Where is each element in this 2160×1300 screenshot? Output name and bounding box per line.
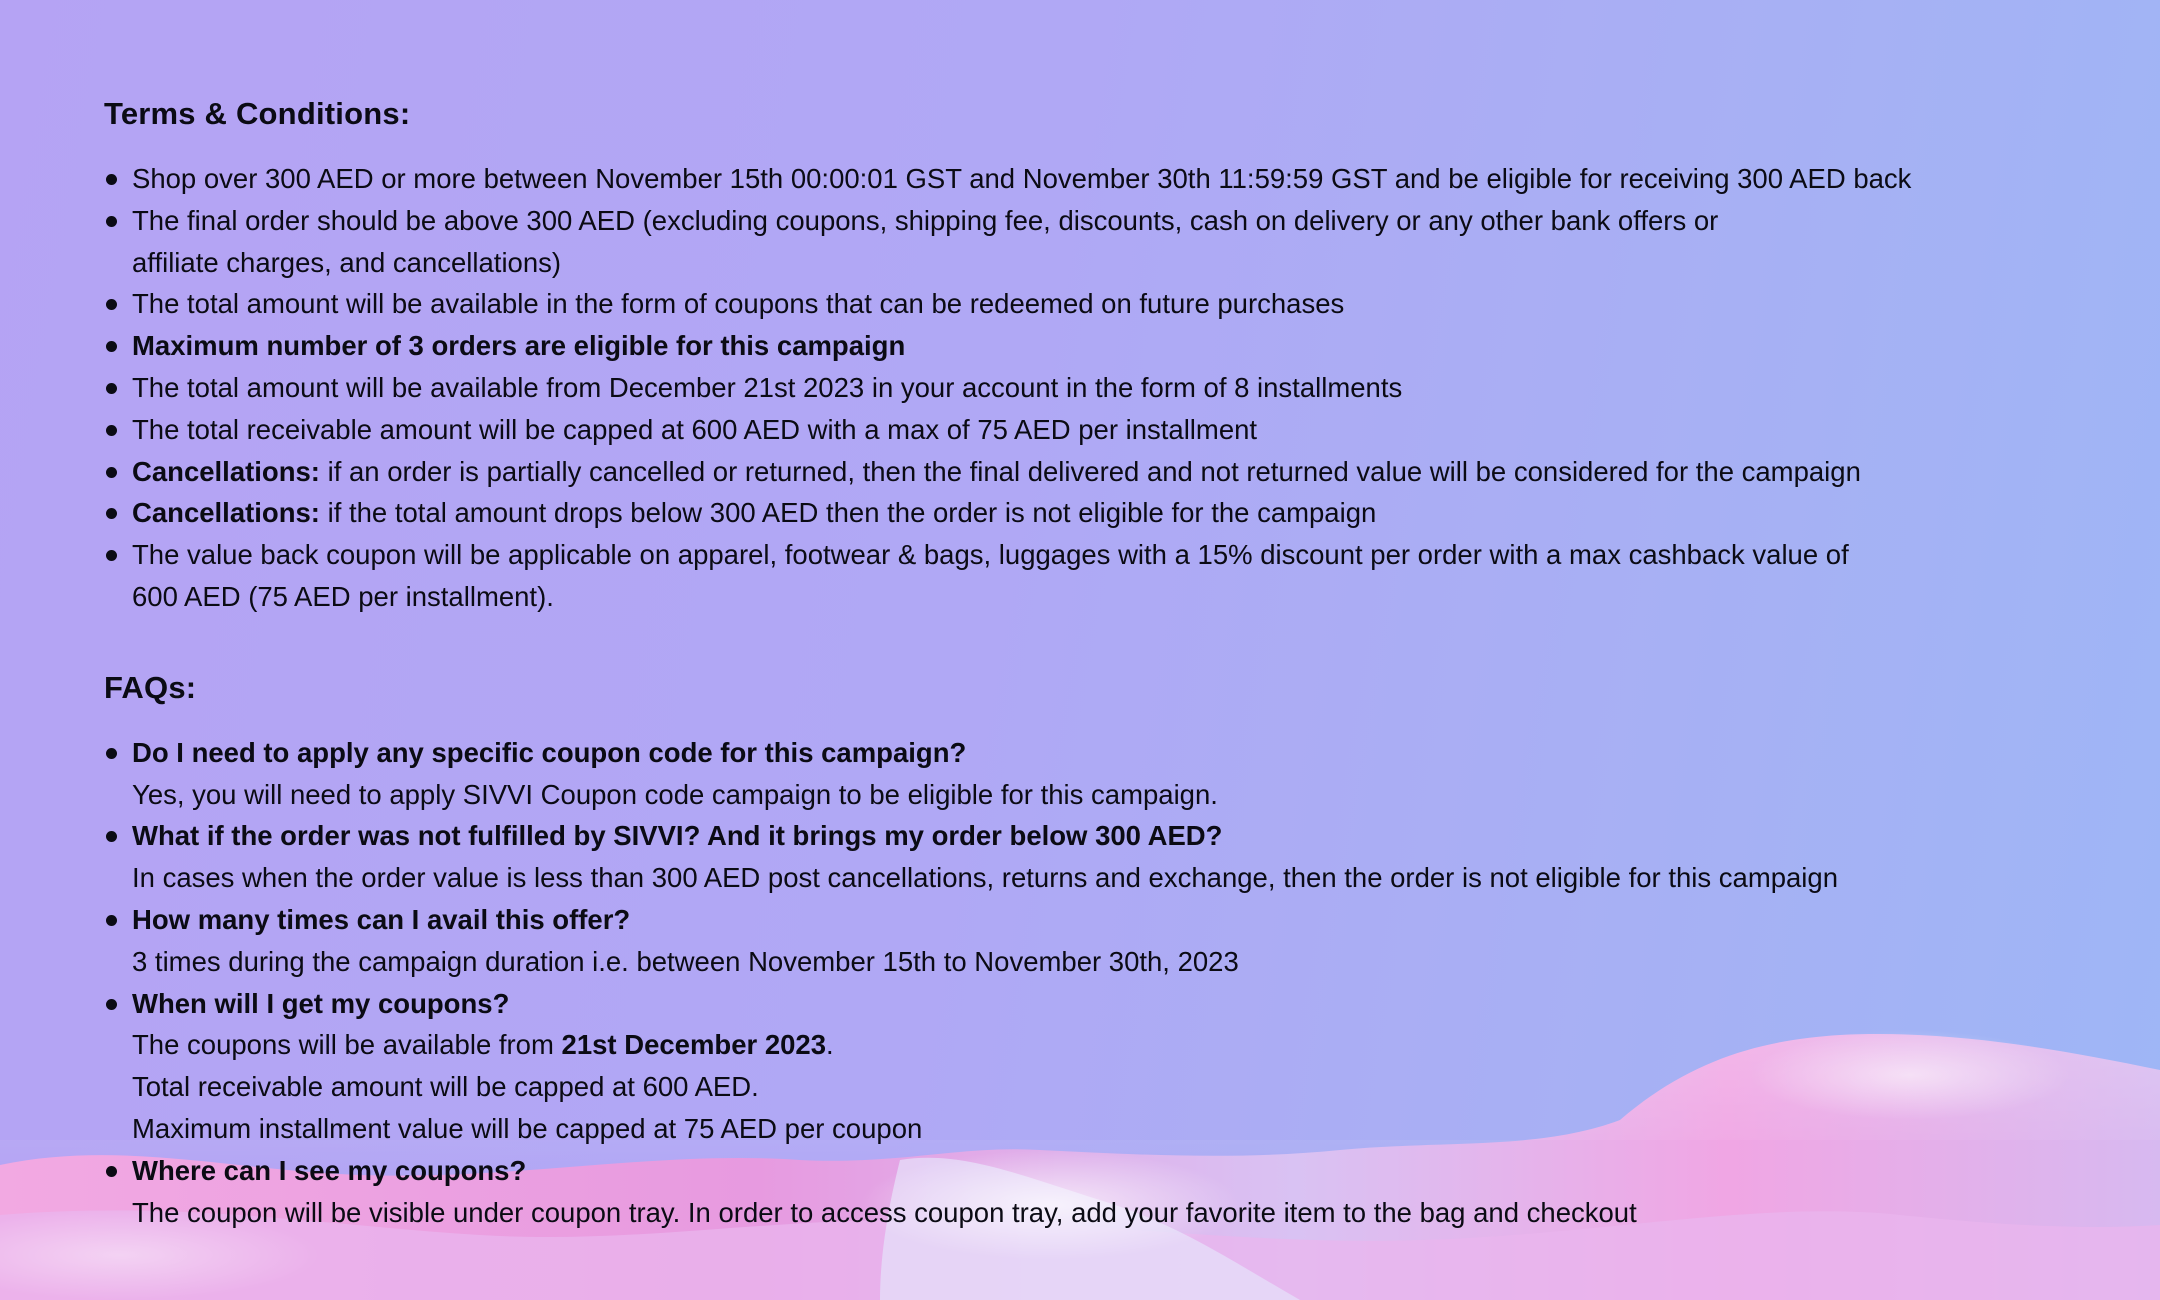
term-label: Cancellations: — [132, 455, 320, 487]
faq-item — [104, 983, 2084, 1150]
term-text: Shop over 300 AED or more between November 15th 00:00:01 GST and November 30th 11:59:59 GST and be eligible for receiving 300 AED back — [132, 163, 1912, 194]
faq-item — [104, 899, 2084, 983]
term-text: The total receivable amount will be capped at 600 AED with a max of 75 AED per installment — [132, 413, 1258, 445]
list-item — [104, 325, 2084, 367]
list-item — [104, 492, 2084, 534]
term-label: Cancellations: — [132, 497, 320, 529]
term-text-line-2: 600 AED (75 AED per installment). — [132, 580, 554, 612]
faq-item — [104, 815, 2084, 899]
faq-question: How many times can I avail this offer? — [132, 903, 631, 935]
faq-answer-date: 21st December 2023 — [561, 1029, 827, 1061]
list-item — [104, 409, 2084, 451]
faq-answer-suffix: . — [826, 1029, 834, 1061]
list-item — [104, 158, 2084, 200]
faq-question: Where can I see my coupons? — [132, 1154, 527, 1186]
faq-answer-line-2: Total receivable amount will be capped at 600 AED. — [132, 1071, 759, 1103]
faq-question: Do I need to apply any specific coupon code for this campaign? — [132, 736, 967, 768]
list-item — [104, 200, 2084, 284]
list-item — [104, 534, 2084, 618]
terms-and-faq-content — [104, 96, 2084, 1233]
terms-list — [104, 158, 2084, 618]
faq-item — [104, 732, 2084, 816]
list-item — [104, 367, 2084, 409]
faq-answer: In cases when the order value is less than 300 AED post cancellations, returns and exchange, then the order is not eligible for this campaign — [132, 862, 1839, 894]
term-text-line-2: affiliate charges, and cancellations) — [132, 246, 562, 278]
faq-answer: 3 times during the campaign duration i.e. between November 15th to November 30th, 2023 — [132, 945, 1239, 977]
faq-answer-line-3: Maximum installment value will be capped at 75 AED per coupon — [132, 1112, 923, 1144]
term-text: if an order is partially cancelled or returned, then the final delivered and not returned value will be considered for the campaign — [319, 455, 1861, 487]
faq-item — [104, 1150, 2084, 1234]
term-text: if the total amount drops below 300 AED then the order is not eligible for the campaign — [319, 497, 1377, 529]
term-text: The total amount will be available from December 21st 2023 in your account in the form of 8 installments — [132, 371, 1403, 403]
faq-question: What if the order was not fulfilled by SIVVI? And it brings my order below 300 AED? — [132, 820, 1223, 852]
faq-answer: The coupon will be visible under coupon tray. In order to access coupon tray, add your favorite item to the bag and checkout — [132, 1196, 1637, 1228]
term-text-line-1: The value back coupon will be applicable on apparel, footwear & bags, luggages with a 15% discount per order with a max cashback value of — [132, 539, 1849, 571]
term-text-line-1: The final order should be above 300 AED (excluding coupons, shipping fee, discounts, cash on delivery or any other bank offers or — [132, 204, 1719, 236]
faq-answer-prefix: The coupons will be available from — [132, 1029, 562, 1061]
faq-question: When will I get my coupons? — [132, 987, 510, 1019]
faq-list — [104, 732, 2084, 1234]
terms-title: Terms & Conditions: — [104, 96, 411, 131]
term-text-bold: Maximum number of 3 orders are eligible for this campaign — [132, 330, 906, 362]
faq-answer — [132, 1024, 2084, 1066]
faqs-title: FAQs: — [104, 669, 197, 705]
term-text: The total amount will be available in the form of coupons that can be redeemed on future purchases — [132, 288, 1345, 320]
list-item — [104, 283, 2084, 325]
list-item — [104, 451, 2084, 493]
faq-answer: Yes, you will need to apply SIVVI Coupon code campaign to be eligible for this campaign. — [132, 778, 1218, 810]
